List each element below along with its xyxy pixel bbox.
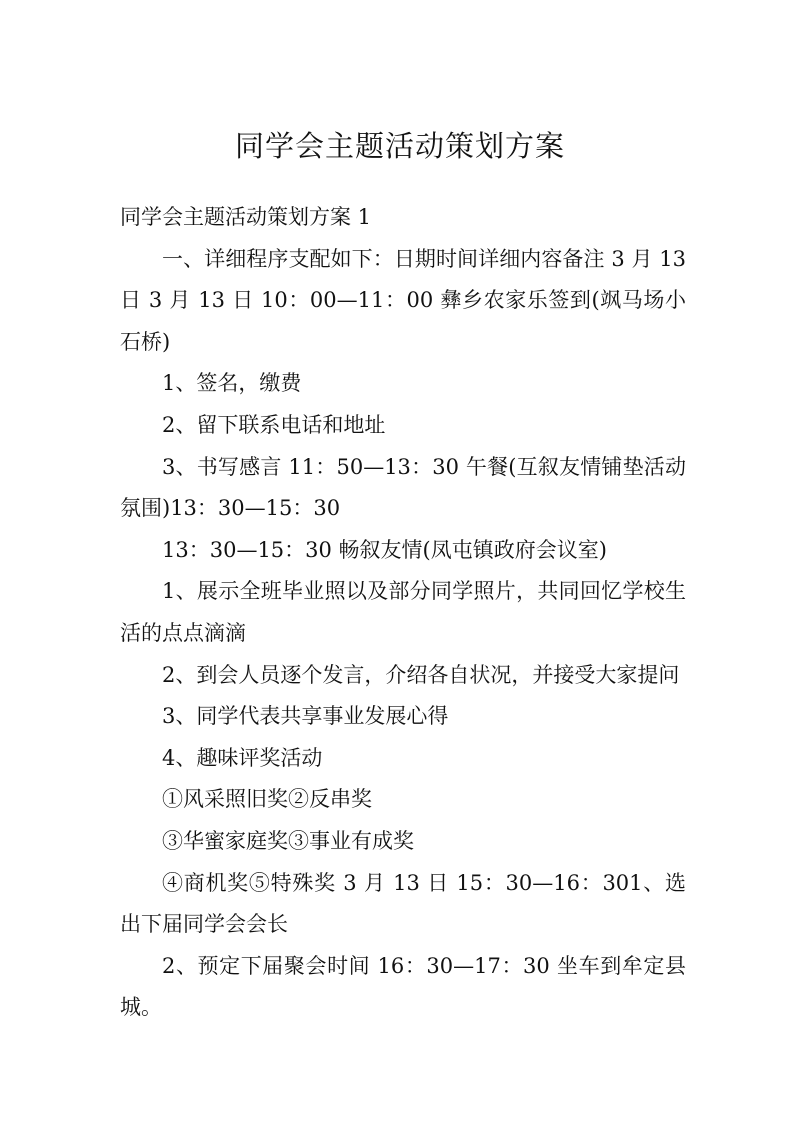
paragraph-next-meeting: 2、预定下届聚会时间 16：30—17：30 坐车到牟定县城。	[120, 953, 686, 1020]
paragraph-award-list-1: ①风采照旧奖②反串奖	[162, 787, 372, 812]
paragraph-award-list-2: ③华蜜家庭奖③事业有成奖	[162, 828, 414, 853]
section-heading: 同学会主题活动策划方案 1	[120, 205, 372, 229]
document-body	[120, 197, 686, 1029]
paragraph-sign-in: 1、签名，缴费	[162, 371, 302, 396]
paragraph-speeches: 2、到会人员逐个发言，介绍各自状况，并接受大家提问	[162, 662, 680, 687]
document-title: 同学会主题活动策划方案	[234, 129, 565, 163]
paragraph-lunch: 3、书写感言 11：50—13：30 午餐(互叙友情铺垫活动氛围)13：30—15：30	[120, 454, 686, 521]
paragraph-contact: 2、留下联系电话和地址	[162, 412, 386, 437]
paragraph-chat: 13：30—15：30 畅叙友情(凤屯镇政府会议室)	[162, 537, 607, 562]
paragraph-sharing: 3、同学代表共享事业发展心得	[162, 704, 449, 729]
paragraph-schedule: 一、详细程序支配如下：日期时间详细内容备注 3 月 13 日 3 月 13 日 10：00—11：00 彝乡农家乐签到(飒马场小石桥)	[120, 246, 686, 354]
paragraph-photos: 1、展示全班毕业照以及部分同学照片，共同回忆学校生活的点点滴滴	[120, 579, 686, 645]
paragraph-award-list-3: ④商机奖⑤特殊奖 3 月 13 日 15：30—16：301、选出下届同学会会长	[120, 870, 686, 937]
paragraph-awards: 4、趣味评奖活动	[162, 745, 323, 770]
